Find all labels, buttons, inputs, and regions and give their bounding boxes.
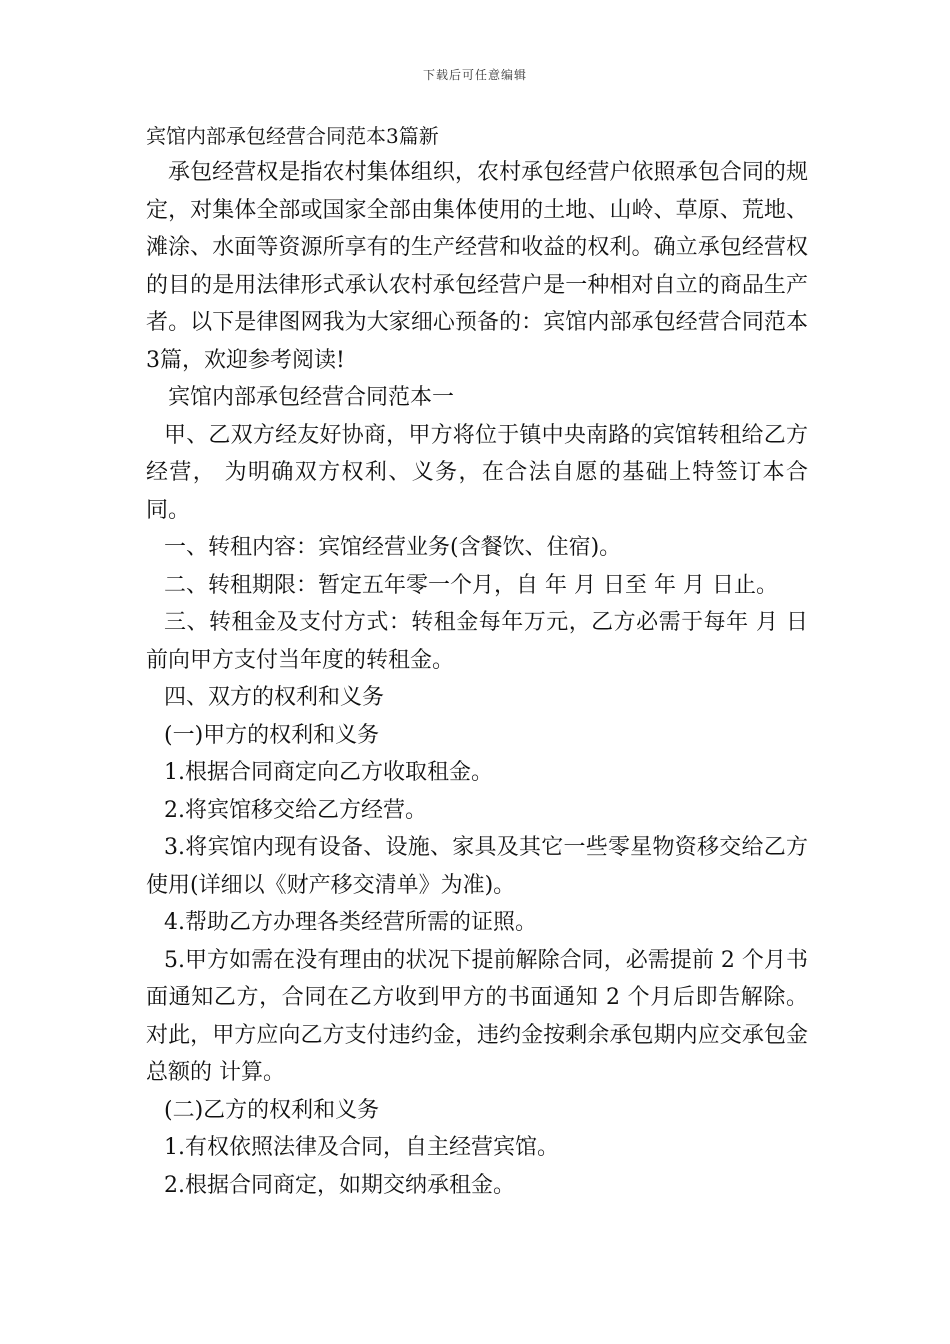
clause-2: 二、转租期限：暂定五年零一个月，自 年 月 日至 年 月 日止。 [164,572,778,598]
clause-3: 三、转租金及支付方式：转租金每年万元，乙方必需于每年 月 日前向甲方支付当年度的转租金。 [146,610,808,673]
party-a-item-1: 1.根据合同商定向乙方收取租金。 [164,760,493,785]
intro-paragraph: 承包经营权是指农村集体组织，农村承包经营户依照承包合同的规定，对集体全部或国家全部由集体使用的土地、山岭、草原、荒地、滩涂、水面等资源所享有的生产经营和收益的权利。确立承包经营权的目的是用法律形式承认农村承包经营户是一种相对自立的商品生产者。以下是律图网我为大家细心预备的：宾馆内部承包经营合同范本3篇，欢迎参考阅读! [146,160,808,373]
clause-1: 一、转租内容：宾馆经营业务(含餐饮、住宿)。 [164,535,622,560]
clause-4: 四、双方的权利和义务 [164,685,385,710]
section-heading: 宾馆内部承包经营合同范本一 [168,385,455,410]
header-note: 下载后可任意编辑 [422,68,527,82]
party-b-item-1: 1.有权依照法律及合同，自主经营宾馆。 [164,1135,559,1160]
party-b-item-2: 2.根据合同商定，如期交纳承租金。 [164,1172,515,1198]
subsection-party-b: (二)乙方的权利和义务 [164,1097,380,1123]
subsection-party-a: (一)甲方的权利和义务 [164,722,380,748]
document-body [146,154,808,1204]
contract-preamble: 甲、乙双方经友好协商，甲方将位于镇中央南路的宾馆转租给乙方经营， 为明确双方权利、义务，在合法自愿的基础上特签订本合同。 [146,422,808,523]
party-a-item-3: 3.将宾馆内现有设备、设施、家具及其它一些零星物资移交给乙方使用(详细以《财产移交清单》为准)。 [146,835,808,898]
document-title: 宾馆内部承包经营合同范本3篇新 [146,124,439,148]
party-a-item-2: 2.将宾馆移交给乙方经营。 [164,797,427,823]
party-a-item-5: 5.甲方如需在没有理由的状况下提前解除合同，必需提前 2 个月书面通知乙方，合同在乙方收到甲方的书面通知 2 个月后即告解除。对此，甲方应向乙方支付违约金，违约金按剩余承包期内应交承包金总额的 计算。 [146,947,808,1085]
party-a-item-4: 4.帮助乙方办理各类经营所需的证照。 [164,910,537,935]
